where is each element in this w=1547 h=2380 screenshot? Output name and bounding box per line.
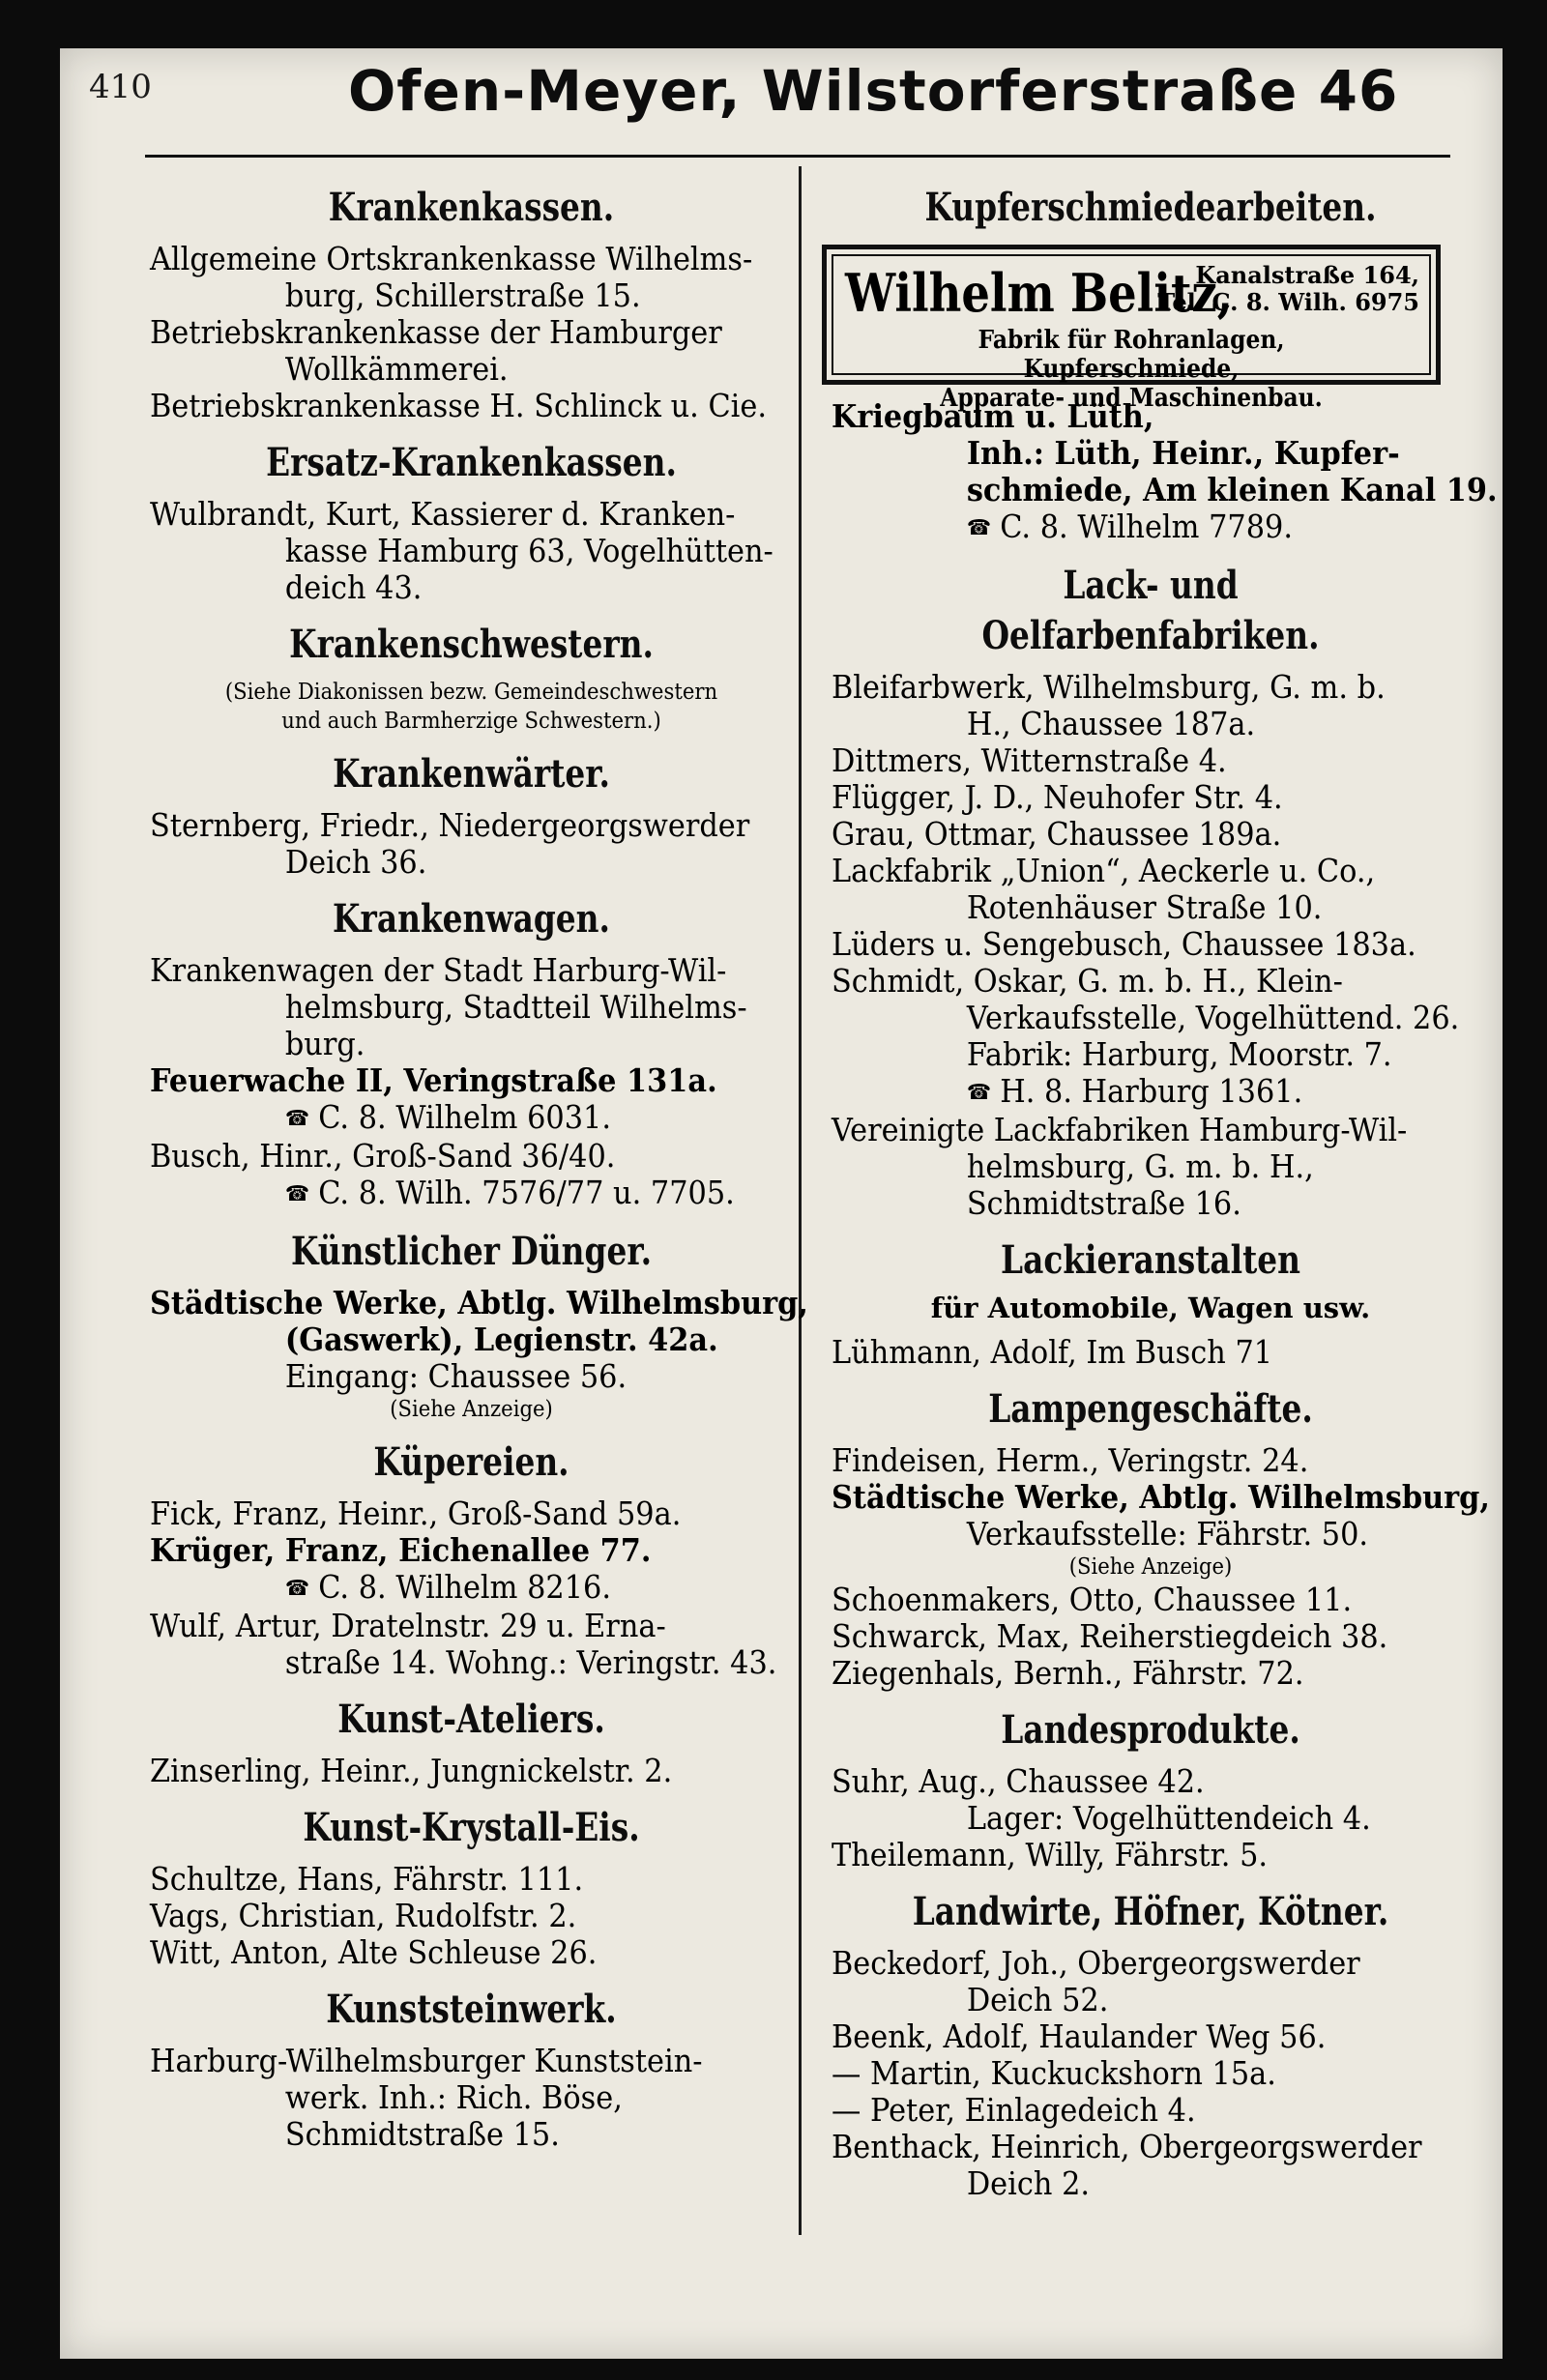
telephone-icon: ☎ bbox=[284, 1107, 310, 1131]
category-heading: Krankenwagen. bbox=[333, 896, 610, 942]
cross-reference-note: (Siehe Anzeige) bbox=[1068, 1554, 1233, 1580]
list-item: Bleifarbwerk, Wilhelmsburg, G. m. b. H., Chaussee 187a. bbox=[832, 668, 1386, 742]
list-item: Schultze, Hans, Fährstr. 111. bbox=[150, 1860, 584, 1898]
list-item: Krankenwagen der Stadt Harburg-Wil- helmsburg, Stadtteil Wilhelms- burg. bbox=[150, 951, 747, 1062]
category-heading: Krankenkassen. bbox=[328, 185, 615, 230]
cross-reference-note: (Siehe Diakonissen bezw. Gemeindeschwestern und auch Barmherzige Schwestern.) bbox=[224, 680, 718, 734]
list-item: Lühmann, Adolf, Im Busch 71 bbox=[832, 1333, 1273, 1371]
category-heading: Kunst-Krystall-Eis. bbox=[303, 1805, 640, 1850]
right-column bbox=[832, 169, 1498, 2202]
list-item: Zinserling, Heinr., Jungnickelstr. 2. bbox=[150, 1752, 673, 1789]
list-item: Theilemann, Willy, Fährstr. 5. bbox=[832, 1836, 1269, 1873]
list-item: Witt, Anton, Alte Schleuse 26. bbox=[150, 1933, 598, 1971]
list-item: Kriegbaum u. Lüth, Inh.: Lüth, Heinr., Kupfer- schmiede, Am kleinen Kanal 19. ☎ C. 8. Wilhelm 7789. bbox=[832, 397, 1498, 545]
list-item: Betriebskrankenkasse H. Schlinck u. Cie. bbox=[150, 387, 768, 424]
ad-company-name: Wilhelm Belitz, bbox=[845, 262, 1233, 324]
list-item: Krüger, Franz, Eichenallee 77. ☎ C. 8. Wilhelm 8216. bbox=[150, 1531, 652, 1606]
category-heading: Kunst-Ateliers. bbox=[337, 1697, 605, 1742]
list-item: Findeisen, Herm., Veringstr. 24. bbox=[832, 1441, 1309, 1479]
left-column bbox=[150, 169, 808, 2153]
category-heading: Ersatz-Krankenkassen. bbox=[266, 440, 677, 485]
list-item: Benthack, Heinrich, Obergeorgswerder Deich 2. bbox=[832, 2128, 1422, 2202]
category-heading: Krankenschwestern. bbox=[289, 622, 654, 667]
list-item: Busch, Hinr., Groß-Sand 36/40. ☎ C. 8. Wilh. 7576/77 u. 7705. bbox=[150, 1137, 735, 1211]
list-item: Wulf, Artur, Dratelnstr. 29 u. Erna- straße 14. Wohng.: Veringstr. 43. bbox=[150, 1607, 777, 1681]
category-heading: Künstlicher Dünger. bbox=[290, 1229, 653, 1274]
ad-description: Fabrik für Rohranlagen, Kupferschmiede, Apparate- und Maschinenbau. bbox=[940, 326, 1323, 413]
running-head: Ofen-Meyer, Wilstorferstraße 46 bbox=[348, 58, 1399, 124]
list-item: Allgemeine Ortskrankenkasse Wilhelms- burg, Schillerstraße 15. bbox=[150, 240, 753, 314]
category-heading: Küpereien. bbox=[373, 1439, 569, 1485]
list-item: Sternberg, Friedr., Niedergeorgswerder Deich 36. bbox=[150, 806, 750, 881]
list-item: — Peter, Einlagedeich 4. bbox=[832, 2091, 1196, 2129]
list-item: Schoenmakers, Otto, Chaussee 11. bbox=[832, 1581, 1353, 1618]
list-item: Suhr, Aug., Chaussee 42. Lager: Vogelhüttendeich 4. bbox=[832, 1762, 1371, 1837]
list-item: Vereinigte Lackfabriken Hamburg-Wil- helmsburg, G. m. b. H., Schmidtstraße 16. bbox=[832, 1111, 1408, 1222]
list-item: Städtische Werke, Abtlg. Wilhelmsburg, Verkaufsstelle: Fährstr. 50. bbox=[832, 1478, 1490, 1553]
list-item: Grau, Ottmar, Chaussee 189a. bbox=[832, 815, 1282, 853]
category-subheading: für Automobile, Wagen usw. bbox=[930, 1292, 1371, 1324]
list-item: Harburg-Wilhelmsburger Kunststein- werk. Inh.: Rich. Böse, Schmidtstraße 15. bbox=[150, 2042, 703, 2153]
cross-reference-note: (Siehe Anzeige) bbox=[390, 1397, 553, 1422]
list-item: Wulbrandt, Kurt, Kassierer d. Kranken- kasse Hamburg 63, Vogelhütten- deich 43. bbox=[150, 495, 774, 606]
category-heading: Kupferschmiedearbeiten. bbox=[924, 185, 1377, 230]
advertisement-box bbox=[822, 245, 1441, 413]
list-item: Beckedorf, Joh., Obergeorgswerder Deich 52. bbox=[832, 1944, 1360, 2018]
telephone-icon: ☎ bbox=[966, 516, 992, 540]
list-item: Ziegenhals, Bernh., Fährstr. 72. bbox=[832, 1654, 1304, 1692]
list-item: Beenk, Adolf, Haulander Weg 56. bbox=[832, 2017, 1327, 2055]
list-item: Feuerwache II, Veringstraße 131a. ☎ C. 8. Wilhelm 6031. bbox=[150, 1061, 717, 1136]
list-item: Lackfabrik „Union“, Aeckerle u. Co., Rotenhäuser Straße 10. bbox=[832, 852, 1376, 926]
header-rule bbox=[145, 155, 1450, 158]
list-item: Dittmers, Witternstraße 4. bbox=[832, 741, 1227, 779]
list-item: Flügger, J. D., Neuhofer Str. 4. bbox=[832, 778, 1283, 816]
list-item: Betriebskrankenkasse der Hamburger Wollkämmerei. bbox=[150, 313, 722, 388]
list-item: Fick, Franz, Heinr., Groß-Sand 59a. bbox=[150, 1495, 682, 1532]
page-number: 410 bbox=[89, 68, 152, 106]
telephone-icon: ☎ bbox=[966, 1081, 992, 1105]
ad-address: Kanalstraße 164, Tel. C. 8. Wilh. 6975 bbox=[1157, 261, 1419, 316]
telephone-icon: ☎ bbox=[284, 1577, 310, 1601]
category-heading: Lampengeschäfte. bbox=[988, 1386, 1313, 1432]
list-item: Städtische Werke, Abtlg. Wilhelmsburg, (Gaswerk), Legienstr. 42a. Eingang: Chaussee 56. bbox=[150, 1284, 808, 1395]
category-heading: Lack- und Oelfarbenfabriken. bbox=[981, 563, 1320, 658]
category-heading: Krankenwärter. bbox=[333, 751, 610, 797]
list-item: Vags, Christian, Rudolfstr. 2. bbox=[150, 1897, 577, 1934]
category-heading: Landesprodukte. bbox=[1001, 1707, 1300, 1753]
telephone-icon: ☎ bbox=[284, 1182, 310, 1206]
list-item: Schmidt, Oskar, G. m. b. H., Klein- Verkaufsstelle, Vogelhüttend. 26. Fabrik: Harburg, Moorstr. 7. ☎ H. 8. Harburg 1361. bbox=[832, 962, 1460, 1110]
list-item: — Martin, Kuckuckshorn 15a. bbox=[832, 2054, 1276, 2092]
category-heading: Landwirte, Höfner, Kötner. bbox=[912, 1889, 1389, 1934]
list-item: Schwarck, Max, Reiherstiegdeich 38. bbox=[832, 1617, 1388, 1655]
category-heading: Kunststeinwerk. bbox=[326, 1987, 617, 2032]
category-heading: Lackieranstalten bbox=[1001, 1237, 1300, 1283]
list-item: Lüders u. Sengebusch, Chaussee 183a. bbox=[832, 925, 1416, 963]
